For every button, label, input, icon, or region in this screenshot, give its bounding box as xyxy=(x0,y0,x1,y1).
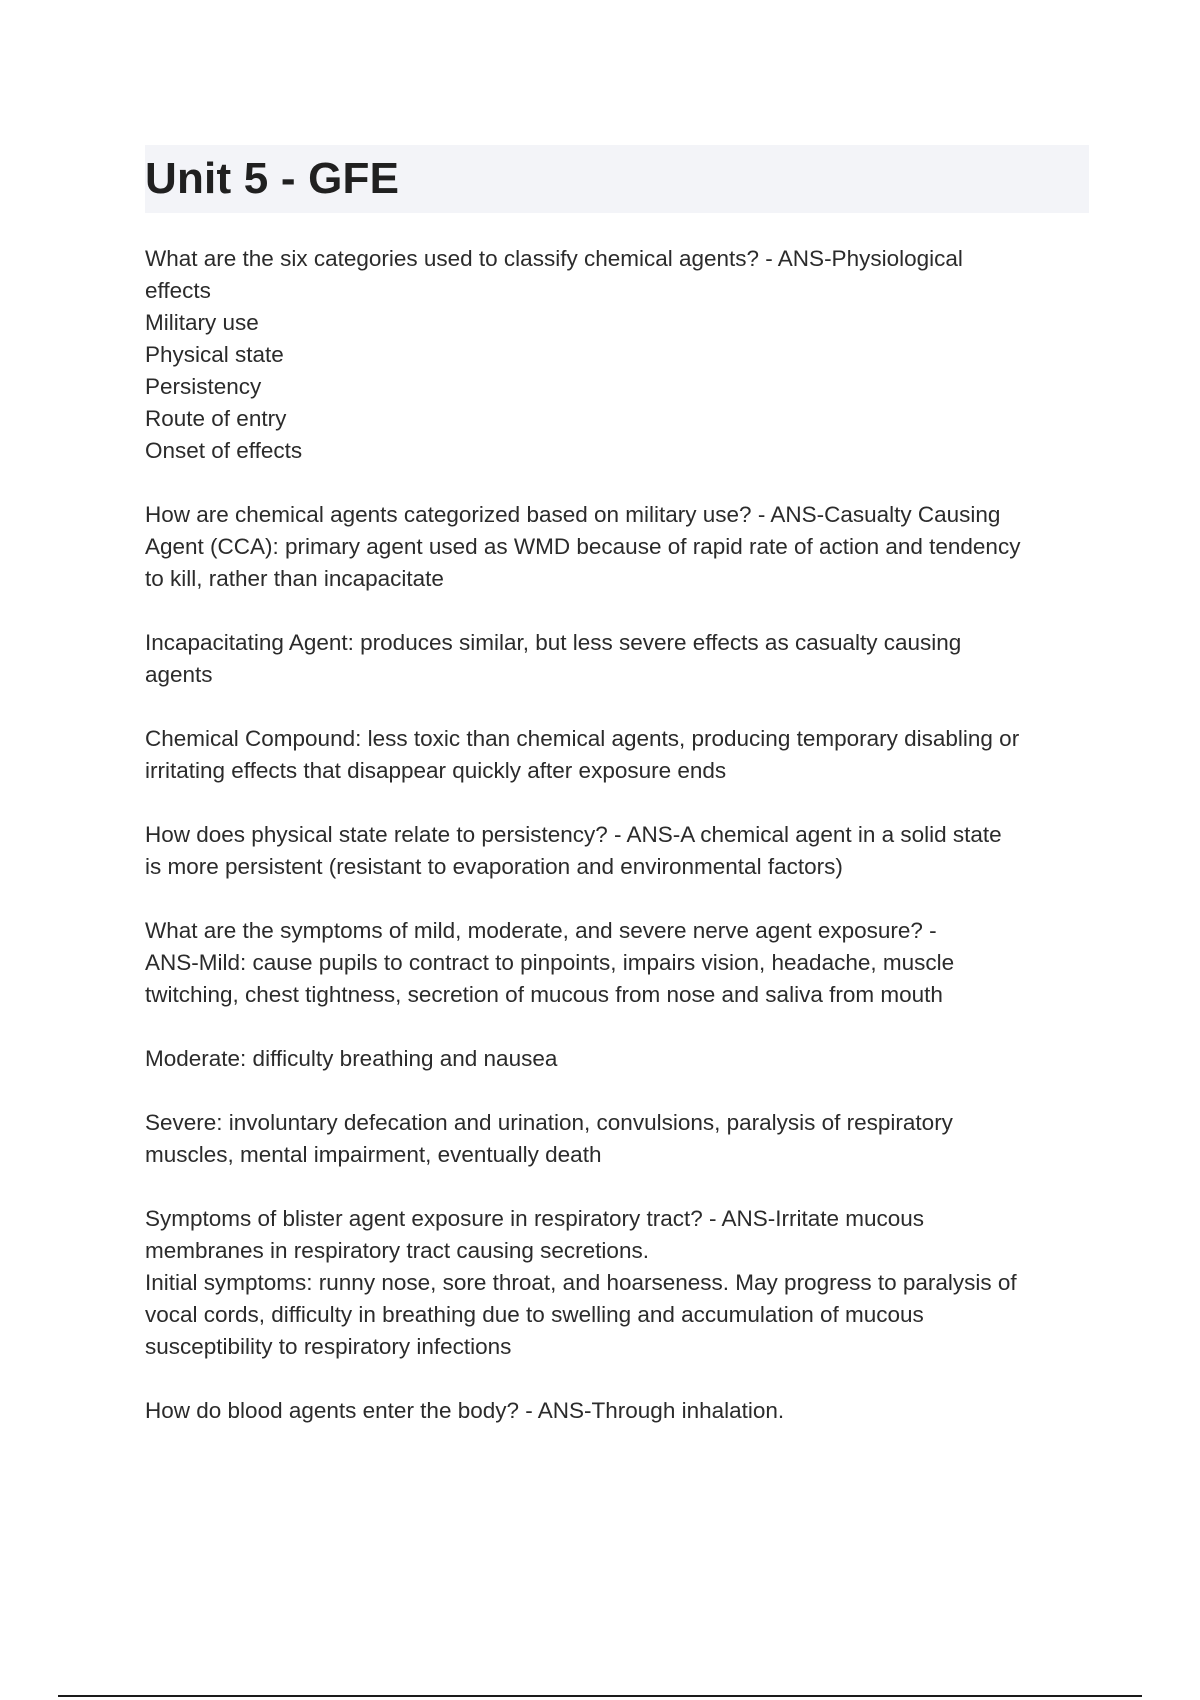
text-line: irritating effects that disappear quickly after exposure ends xyxy=(145,758,727,783)
title-band xyxy=(145,145,1089,213)
text-line: membranes in respiratory tract causing secretions. xyxy=(145,1238,649,1263)
document-page xyxy=(145,145,1089,1459)
qa-block xyxy=(145,723,1089,787)
text-line: Severe: involuntary defecation and urination, convulsions, paralysis of respiratory xyxy=(145,1110,953,1135)
qa-content xyxy=(145,243,1089,1427)
qa-block xyxy=(145,819,1089,883)
text-line: Initial symptoms: runny nose, sore throat, and hoarseness. May progress to paralysis of xyxy=(145,1270,1017,1295)
qa-block xyxy=(145,915,1089,1011)
text-line: What are the six categories used to classify chemical agents? - ANS-Physiological xyxy=(145,246,963,271)
qa-block xyxy=(145,243,1089,467)
text-line: is more persistent (resistant to evaporation and environmental factors) xyxy=(145,854,843,879)
text-line: muscles, mental impairment, eventually death xyxy=(145,1142,602,1167)
qa-block xyxy=(145,627,1089,691)
text-line: Physical state xyxy=(145,342,284,367)
qa-block xyxy=(145,1395,1089,1427)
qa-block xyxy=(145,499,1089,595)
text-line: Onset of effects xyxy=(145,438,303,463)
text-line: How do blood agents enter the body? - ANS-Through inhalation. xyxy=(145,1398,785,1423)
text-line: vocal cords, difficulty in breathing due to swelling and accumulation of mucous xyxy=(145,1302,924,1327)
text-line: Persistency xyxy=(145,374,262,399)
text-line: Route of entry xyxy=(145,406,287,431)
text-line: twitching, chest tightness, secretion of mucous from nose and saliva from mouth xyxy=(145,982,943,1007)
qa-block xyxy=(145,1203,1089,1363)
text-line: agents xyxy=(145,662,213,687)
footer-rule xyxy=(58,1695,1142,1697)
text-line: How does physical state relate to persistency? - ANS-A chemical agent in a solid state xyxy=(145,822,1002,847)
text-line: Symptoms of blister agent exposure in respiratory tract? - ANS-Irritate mucous xyxy=(145,1206,925,1231)
text-line: effects xyxy=(145,278,211,303)
document-title: Unit 5 - GFE xyxy=(145,154,400,203)
text-line: Incapacitating Agent: produces similar, but less severe effects as casualty causing xyxy=(145,630,962,655)
text-line: How are chemical agents categorized based on military use? - ANS-Casualty Causing xyxy=(145,502,1001,527)
text-line: Military use xyxy=(145,310,259,335)
text-line: Chemical Compound: less toxic than chemical agents, producing temporary disabling or xyxy=(145,726,1020,751)
text-line: to kill, rather than incapacitate xyxy=(145,566,444,591)
text-line: Agent (CCA): primary agent used as WMD because of rapid rate of action and tendency xyxy=(145,534,1021,559)
text-line: susceptibility to respiratory infections xyxy=(145,1334,512,1359)
text-line: ANS-Mild: cause pupils to contract to pinpoints, impairs vision, headache, muscle xyxy=(145,950,955,975)
qa-block xyxy=(145,1043,1089,1075)
qa-block xyxy=(145,1107,1089,1171)
text-line: Moderate: difficulty breathing and nausea xyxy=(145,1046,558,1071)
text-line: What are the symptoms of mild, moderate, and severe nerve agent exposure? - xyxy=(145,918,937,943)
